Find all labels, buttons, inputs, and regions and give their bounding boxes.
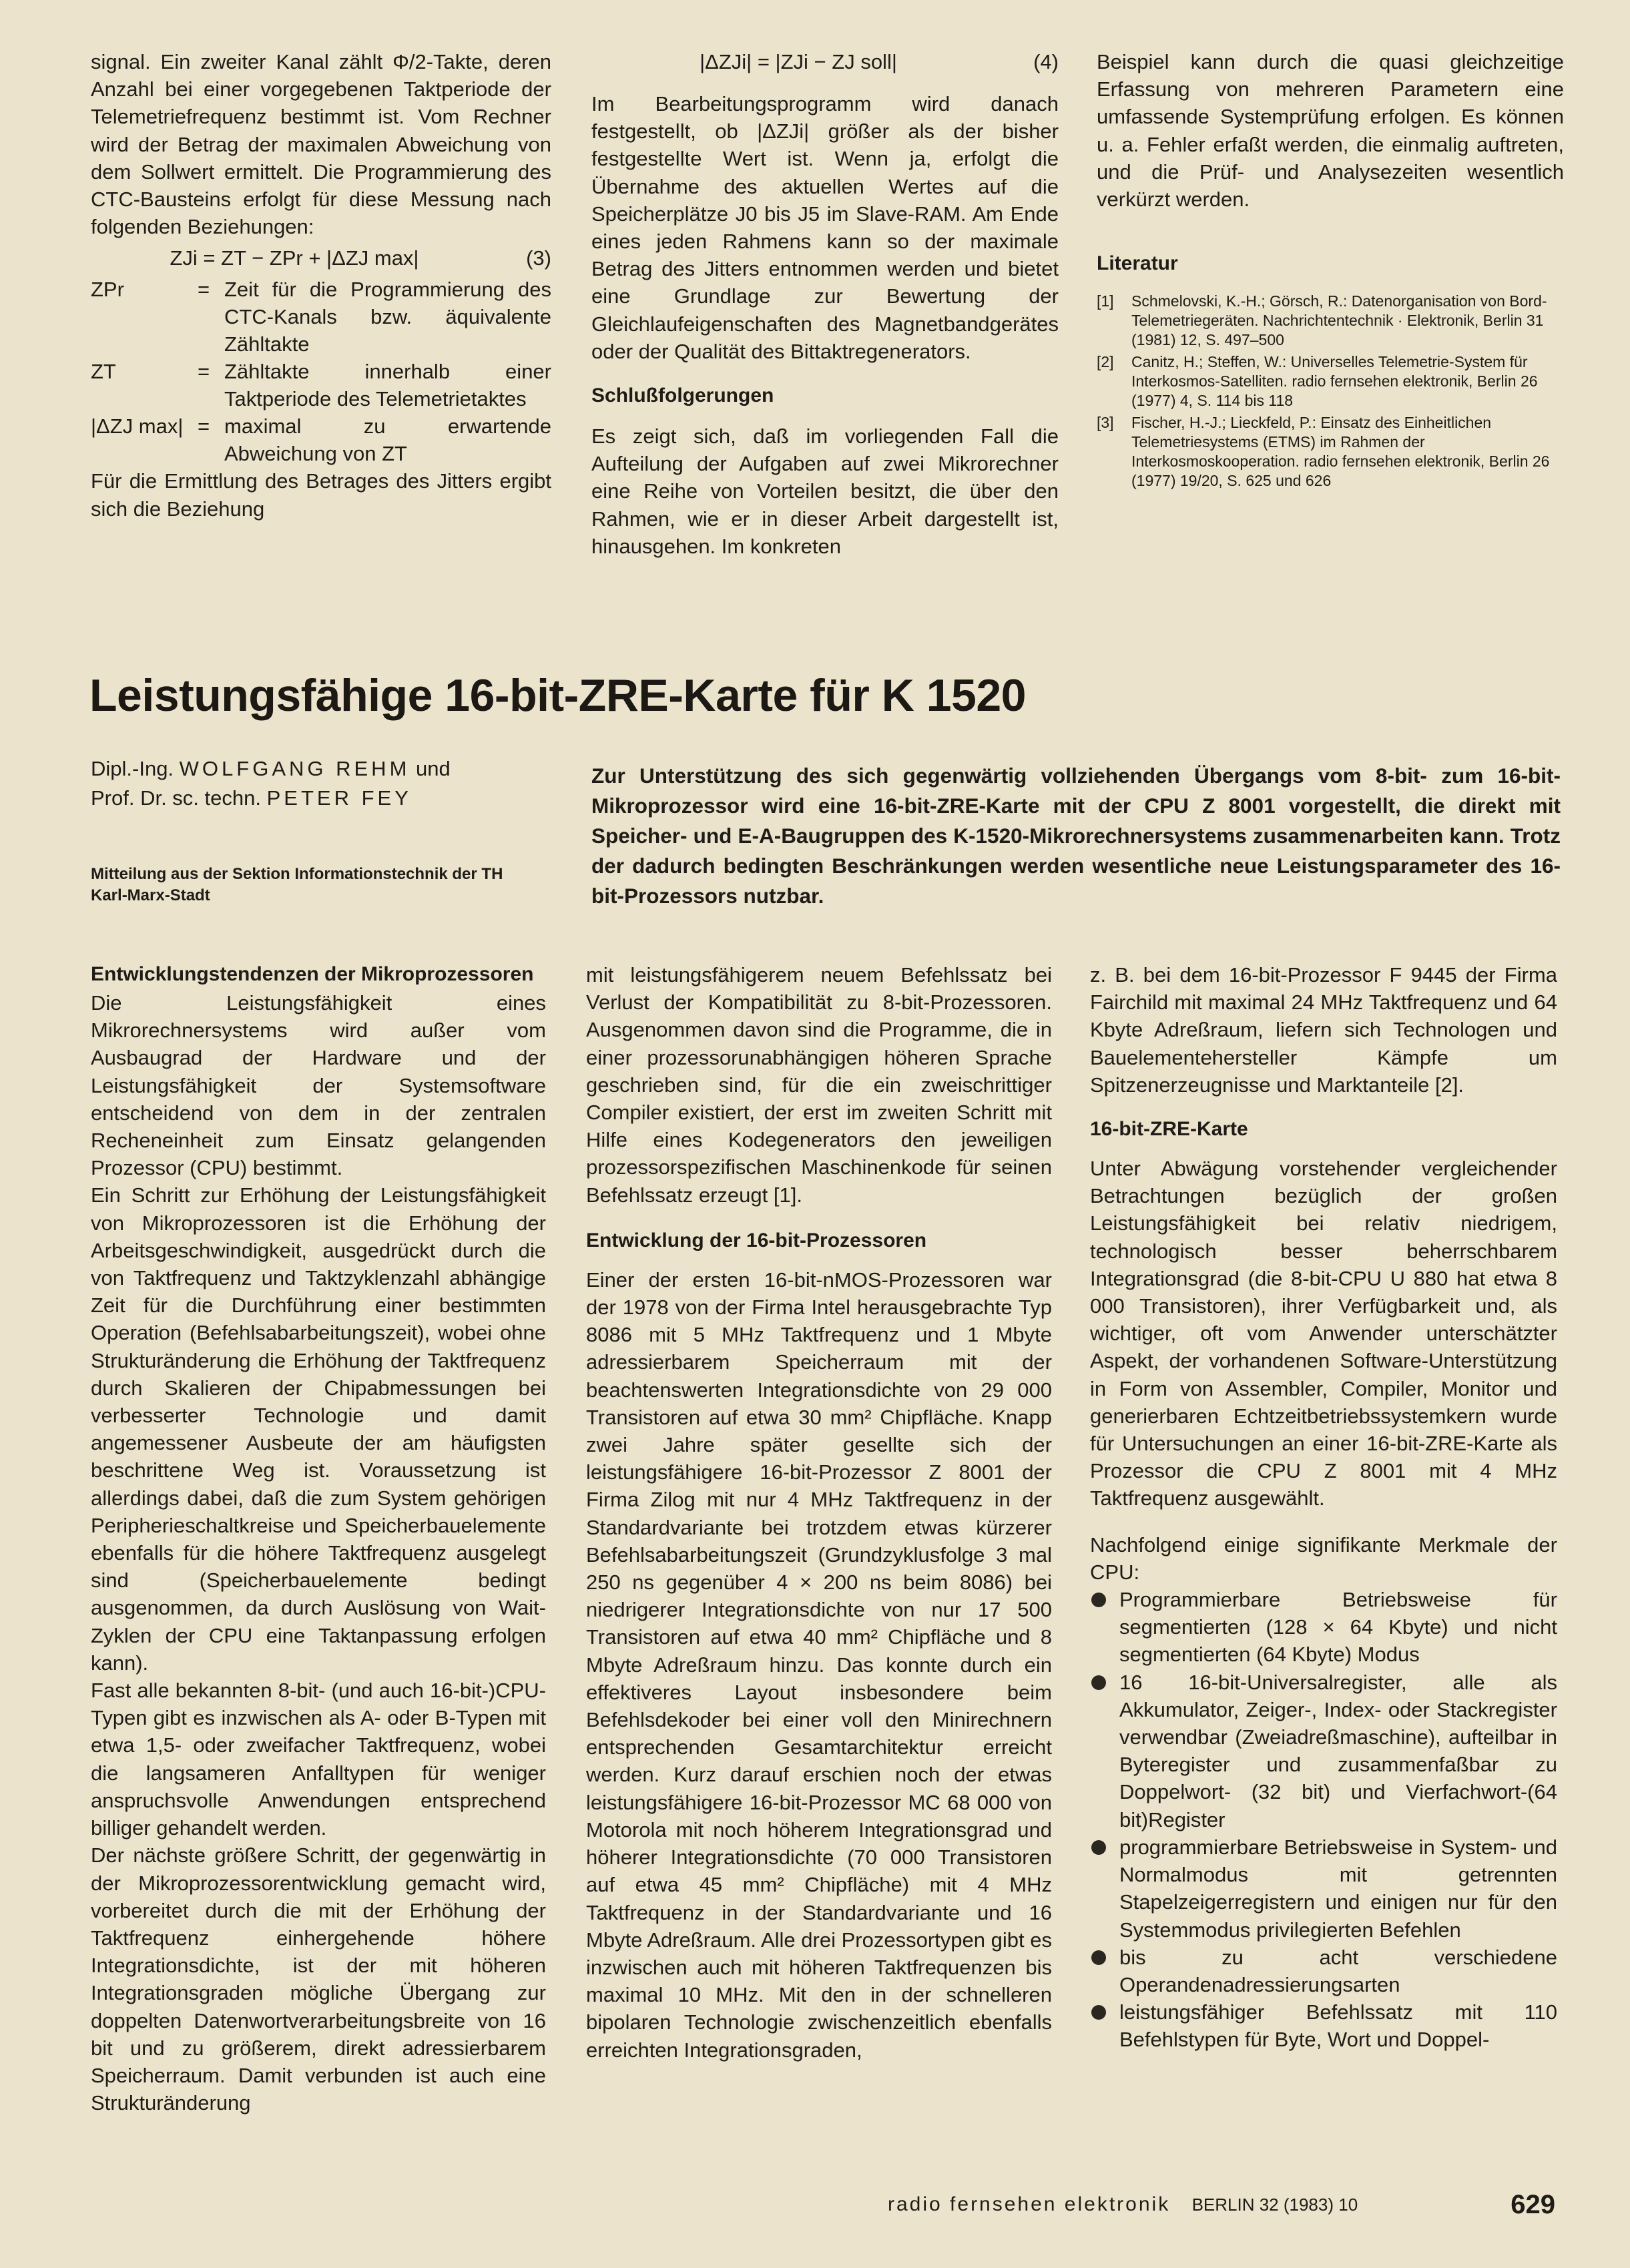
paragraph: signal. Ein zweiter Kanal zählt Φ/2-Takte, deren Anzahl bei einer vorgegebenen Taktperiode der Telemetriefrequenz bestimmt ist. Vom Rechner wird der Betrag der maximalen Abweichung von dem Sollwert ermittelt. Die Programmierung des CTC-Bausteins erfolgt für diese Messung nach folgenden Beziehungen: xyxy=(91,50,551,239)
definition-symbol: ZPr xyxy=(91,278,124,302)
reference-item xyxy=(1097,352,1564,410)
section-heading: 16-bit-ZRE-Karte xyxy=(1090,1118,1248,1141)
formula-text: |ΔZJi| = |ZJi − ZJ soll| xyxy=(700,50,897,73)
reference-item xyxy=(1097,413,1564,491)
definition-symbol: |ΔZJ max| xyxy=(91,414,184,439)
formula-3 xyxy=(91,244,551,272)
formula-text: ZJi = ZT − ZPr + |ΔZJ max| xyxy=(170,246,419,270)
paragraph: Beispiel kann durch die quasi gleichzeitige Erfassung von mehreren Parametern eine umfassende Systemprüfung erfolgen. Es können u. a. Fehler erfaßt werden, die einmalig auftreten, und die Prüf- und Analysezeiten wesentlich verkürzt werden. xyxy=(1097,50,1564,212)
bullet-item xyxy=(1090,1833,1557,1944)
paragraph: Der nächste größere Schritt, der gegenwärtig in der Mikroprozessorentwicklung gemacht wird, vorbereitet durch die mit der Erhöhung der Taktfrequenz einhergehende höhere Integrationsdichte, ist der mit höheren Integrationsgraden mögliche Übergang zur doppelten Datenwortverarbeitungsbreite von 16 bit und zu größerem, direkt adressierbarem Speicherraum. Damit verbunden ist auch eine Strukturänderung xyxy=(91,1844,546,2115)
bullet-item xyxy=(1090,1669,1557,1833)
bullet-item xyxy=(1090,1944,1557,1998)
bullet-text: Programmierbare Betriebsweise für segmentierten (128 × 64 Kbyte) und nicht segmentierten (64 Kbyte) Modus xyxy=(1119,1588,1557,1667)
bullet-dot-icon xyxy=(1091,1593,1106,1607)
definition-symbol: ZT xyxy=(91,360,116,384)
paragraph: Für die Ermittlung des Betrages des Jitters ergibt sich die Beziehung xyxy=(91,469,551,521)
paragraph: Fast alle bekannten 8-bit- (und auch 16-bit-)CPU-Typen gibt es inzwischen als A- oder B-Typen mit etwa 1,5- oder zweifacher Taktfrequenz, wobei die langsameren Anfalltypen für weniger anspruchsvolle Anwendungen entsprechend billiger gehandelt werden. xyxy=(91,1679,546,1840)
paragraph: Unter Abwägung vorstehender vergleichender Betrachtungen bezüglich der großen Leistungsfähigkeit bei relativ niedrigem, technologisch besser beherrschbarem Integrationsgrad (die 8-bit-CPU U 880 hat etwa 8 000 Transistoren), ihrer Verfügbarkeit und, als wichtiger, oft vom Anwender unterschätzter Aspekt, der vorhandenen Software-Unterstützung in Form von Assembler, Compiler, Monitor und generierbaren Echtzeitbetriebssystemkern wurde für Untersuchungen an einer 16-bit-ZRE-Karte als Prozessor die CPU Z 8001 mit 4 MHz Taktfrequenz ausgewählt. xyxy=(1090,1157,1557,1510)
reference-text: Canitz, H.; Steffen, W.: Universelles Telemetrie-System für Interkosmos-Satelliten. radio fernsehen elektronik, Berlin 26 (1977) 4, S. 114 bis 118 xyxy=(1131,353,1538,410)
author-line xyxy=(91,784,558,813)
bullet-text: 16 16-bit-Universalregister, alle als Akkumulator, Zeiger-, Index- oder Stackregister verwendbar (Zweiadreßmaschine), aufteilbar in Byteregister und zusammenfaßbar zu Doppelwort- (32 bit) und Vierfachwort-(64 bit)Register xyxy=(1119,1670,1557,1831)
article-column-1 xyxy=(91,961,546,2116)
author-name: PETER FEY xyxy=(266,786,412,810)
author-prefix: Prof. Dr. sc. techn. xyxy=(91,786,261,810)
bullet-text: programmierbare Betriebsweise in System- und Normalmodus mit getrennten Stapelzeigerregistern und einigen nur für den Systemmodus privilegierten Befehlen xyxy=(1119,1835,1557,1942)
authors xyxy=(91,754,558,813)
literature-heading: Literatur xyxy=(1097,252,1178,275)
formula-number: (4) xyxy=(1033,50,1059,73)
affiliation: Mitteilung aus der Sektion Informationstechnik der TH Karl-Marx-Stadt xyxy=(91,865,503,904)
bullet-dot-icon xyxy=(1091,1840,1106,1855)
paragraph: Ein Schritt zur Erhöhung der Leistungsfähigkeit von Mikroprozessoren ist die Erhöhung der Arbeitsgeschwindigkeit, ausgedrückt durch die von Taktfrequenz und Taktzyklenzahl abhängige Zeit für die Durchführung einer bestimmten Operation (Befehlsabarbeitungszeit), wobei ohne Strukturänderung die Erhöhung der Taktfrequenz durch Skalieren der Chipabmessungen bei verbesserter Technologie und damit angemessener Ausbeute der am häufigsten beschrittene Weg ist. Voraussetzung ist allerdings dabei, daß die zum System gehörigen Peripherieschaltkreise und Speicherbauelemente ebenfalls für die höhere Taktfrequenz ausgelegt sind (Speicherbauelemente bedingt ausgenommen, da durch Auslösung von Wait-Zyklen der CPU eine Taktanpassung erfolgen kann). xyxy=(91,1183,546,1675)
top-column-2 xyxy=(591,48,1059,560)
section-heading: Schlußfolgerungen xyxy=(591,384,774,407)
top-column-1 xyxy=(91,48,551,523)
paragraph: Im Bearbeitungsprogramm wird danach festgestellt, ob |ΔZJi| größer als der bisher festgestellte Wert ist. Wenn ja, erfolgt die Übernahme des aktuellen Wertes auf die Speicherplätze J0 bis J5 im Slave-RAM. Am Ende eines jeden Rahmens kann so der maximale Betrag des Jitters entnommen werden und bietet eine Grundlage zur Bewertung der Gleichlaufeigenschaften des Magnetbandgerätes oder der Qualität des Bittaktregenerators. xyxy=(591,92,1059,363)
journal-issue: BERLIN 32 (1983) 10 xyxy=(1191,2195,1358,2215)
paragraph: Es zeigt sich, daß im vorliegenden Fall die Aufteilung der Aufgaben auf zwei Mikrorechner eine Reihe von Vorteilen besitzt, die über den Rahmen, wie er in dieser Arbeit dargestellt ist, hinausgehen. Im konkreten xyxy=(591,424,1059,558)
journal-name: radio fernsehen elektronik xyxy=(888,2193,1171,2215)
definition-text: maximal zu erwartende Abweichung von ZT xyxy=(224,414,551,466)
page-footer xyxy=(888,2188,1555,2221)
author-prefix: Dipl.-Ing. xyxy=(91,757,174,780)
bullet-item xyxy=(1090,1998,1557,2053)
reference-text: Schmelovski, K.-H.; Görsch, R.: Datenorganisation von Bord-Telemetriegeräten. Nachrichtentechnik · Elektronik, Berlin 31 (1981) 12, S. 497–500 xyxy=(1131,292,1547,349)
formula-4 xyxy=(591,48,1059,75)
paragraph: mit leistungsfähigerem neuem Befehlssatz bei Verlust der Kompatibilität zu 8-bit-Prozessoren. Ausgenommen davon sind die Programme, die in einer prozessorunabhängigen höheren Sprache geschrieben sind, für die ein zweischrittiger Compiler existiert, der erst im zweiten Schritt mit Hilfe eines Kodegenerators den jeweiligen prozessorspezifischen Maschinenkode für seinen Befehlssatz erzeugt [1]. xyxy=(586,963,1052,1207)
author-name: WOLFGANG REHM xyxy=(179,757,411,780)
author-line xyxy=(91,754,558,784)
reference-number: [1] xyxy=(1097,292,1114,310)
section-heading: Entwicklungstendenzen der Mikroprozessoren xyxy=(91,963,534,985)
paragraph: Einer der ersten 16-bit-nMOS-Prozessoren war der 1978 von der Firma Intel herausgebrachte Typ 8086 mit 5 MHz Taktfrequenz und 1 Mbyte adressierbarem Speicherraum mit der beachtenswerten Integrationsdichte von 29 000 Transistoren auf etwa 30 mm² Chipfläche. Knapp zwei Jahre später gesellte sich der leistungsfähigere 16-bit-Prozessor Z 8001 der Firma Zilog mit nur 4 MHz Taktfrequenz in der Standardvariante bei trotzdem etwas kürzerer Befehlsabarbeitungszeit (Grundzyklusfolge 3 mal 250 ns gegenüber 4 × 200 ns beim 8086) bei niedrigerer Integrationsdichte von nur 17 500 Transistoren auf etwa 40 mm² Chipfläche und 8 Mbyte Adreßraum hinzu. Das konnte durch ein effektiveres Layout insbesondere beim Befehlsdekoder bei einer voll den Minirechnern entsprechenden Gesamtarchitektur erreicht werden. Kurz darauf erschien noch der etwas leistungsfähigere 16-bit-Prozessor MC 68 000 von Motorola mit noch höherem Integrationsgrad und höherer Integrationsdichte (70 000 Transistoren auf etwa 45 mm² Chipfläche) mit 4 MHz Taktfrequenz in der Standardvariante und 16 Mbyte Adreßraum. Alle drei Prozessortypen gibt es inzwischen auch mit höheren Taktfrequenzen bis maximal 10 MHz. Mit den in der schnelleren bipolaren Technologie zwischenzeitlich ebenfalls erreichten Integrationsgraden, xyxy=(586,1267,1052,2062)
bullet-text: bis zu acht verschiedene Operandenadressierungsarten xyxy=(1119,1945,1557,1996)
abstract: Zur Unterstützung des sich gegenwärtig vollziehenden Übergangs vom 8-bit- zum 16-bit-Mikroprozessor wird eine 16-bit-ZRE-Karte mit der CPU Z 8001 vorgestellt, die direkt mit Speicher- und E-A-Baugruppen des K-1520-Mikrorechnersystems zusammenarbeiten kann. Trotz der dadurch bedingten Beschränkungen werden wesentliche neue Leistungsparameter des 16-bit-Prozessors nutzbar. xyxy=(591,764,1561,908)
definition-equals: = xyxy=(198,414,210,439)
bullet-text: leistungsfähiger Befehlssatz mit 110 Befehlstypen für Byte, Wort und Doppel- xyxy=(1119,2000,1557,2052)
definition-text: Zähltakte innerhalb einer Taktperiode des Telemetrietaktes xyxy=(224,360,551,411)
reference-number: [2] xyxy=(1097,353,1114,371)
reference-number: [3] xyxy=(1097,414,1114,432)
reference-item xyxy=(1097,292,1564,350)
article-title: Leistungsfähige 16-bit-ZRE-Karte für K 1520 xyxy=(89,670,1026,721)
author-conjunction: und xyxy=(416,757,451,780)
page-number: 629 xyxy=(1511,2190,1555,2219)
formula-number: (3) xyxy=(526,246,551,270)
definition-text: Zeit für die Programmierung des CTC-Kanals bzw. äquivalente Zähltakte xyxy=(224,278,551,356)
definition-row xyxy=(91,276,551,358)
section-heading: Entwicklung der 16-bit-Prozessoren xyxy=(586,1229,927,1251)
paragraph: z. B. bei dem 16-bit-Prozessor F 9445 der Firma Fairchild mit maximal 24 MHz Taktfrequenz und 64 Kbyte Adreßraum, liefern sich Technologen und Bauelementehersteller Kämpfe um Spitzenerzeugnisse und Marktanteile [2]. xyxy=(1090,963,1557,1097)
paragraph: Nachfolgend einige signifikante Merkmale der CPU: xyxy=(1090,1532,1557,1584)
bullet-dot-icon xyxy=(1091,1950,1106,1965)
article-column-3 xyxy=(1090,961,1557,2054)
definition-equals: = xyxy=(198,278,210,302)
definition-equals: = xyxy=(198,360,210,384)
paragraph: Die Leistungsfähigkeit eines Mikrorechnersystems wird außer vom Ausbaugrad der Hardware und der Leistungsfähigkeit der Systemsoftware entscheidend von dem in der zentralen Recheneinheit zum Einsatz gelangenden Prozessor (CPU) bestimmt. xyxy=(91,991,546,1180)
bullet-dot-icon xyxy=(1091,1675,1106,1690)
bullet-item xyxy=(1090,1586,1557,1669)
reference-text: Fischer, H.-J.; Lieckfeld, P.: Einsatz des Einheitlichen Telemetriesystems (ETMS) im Rahmen der Interkosmoskooperation. radio fernsehen elektronik, Berlin 26 (1977) 19/20, S. 625 und 626 xyxy=(1131,414,1550,490)
top-column-3 xyxy=(1097,48,1564,493)
definition-row xyxy=(91,412,551,467)
bullet-dot-icon xyxy=(1091,2005,1106,2020)
article-column-2 xyxy=(586,961,1052,2064)
definition-row xyxy=(91,358,551,412)
